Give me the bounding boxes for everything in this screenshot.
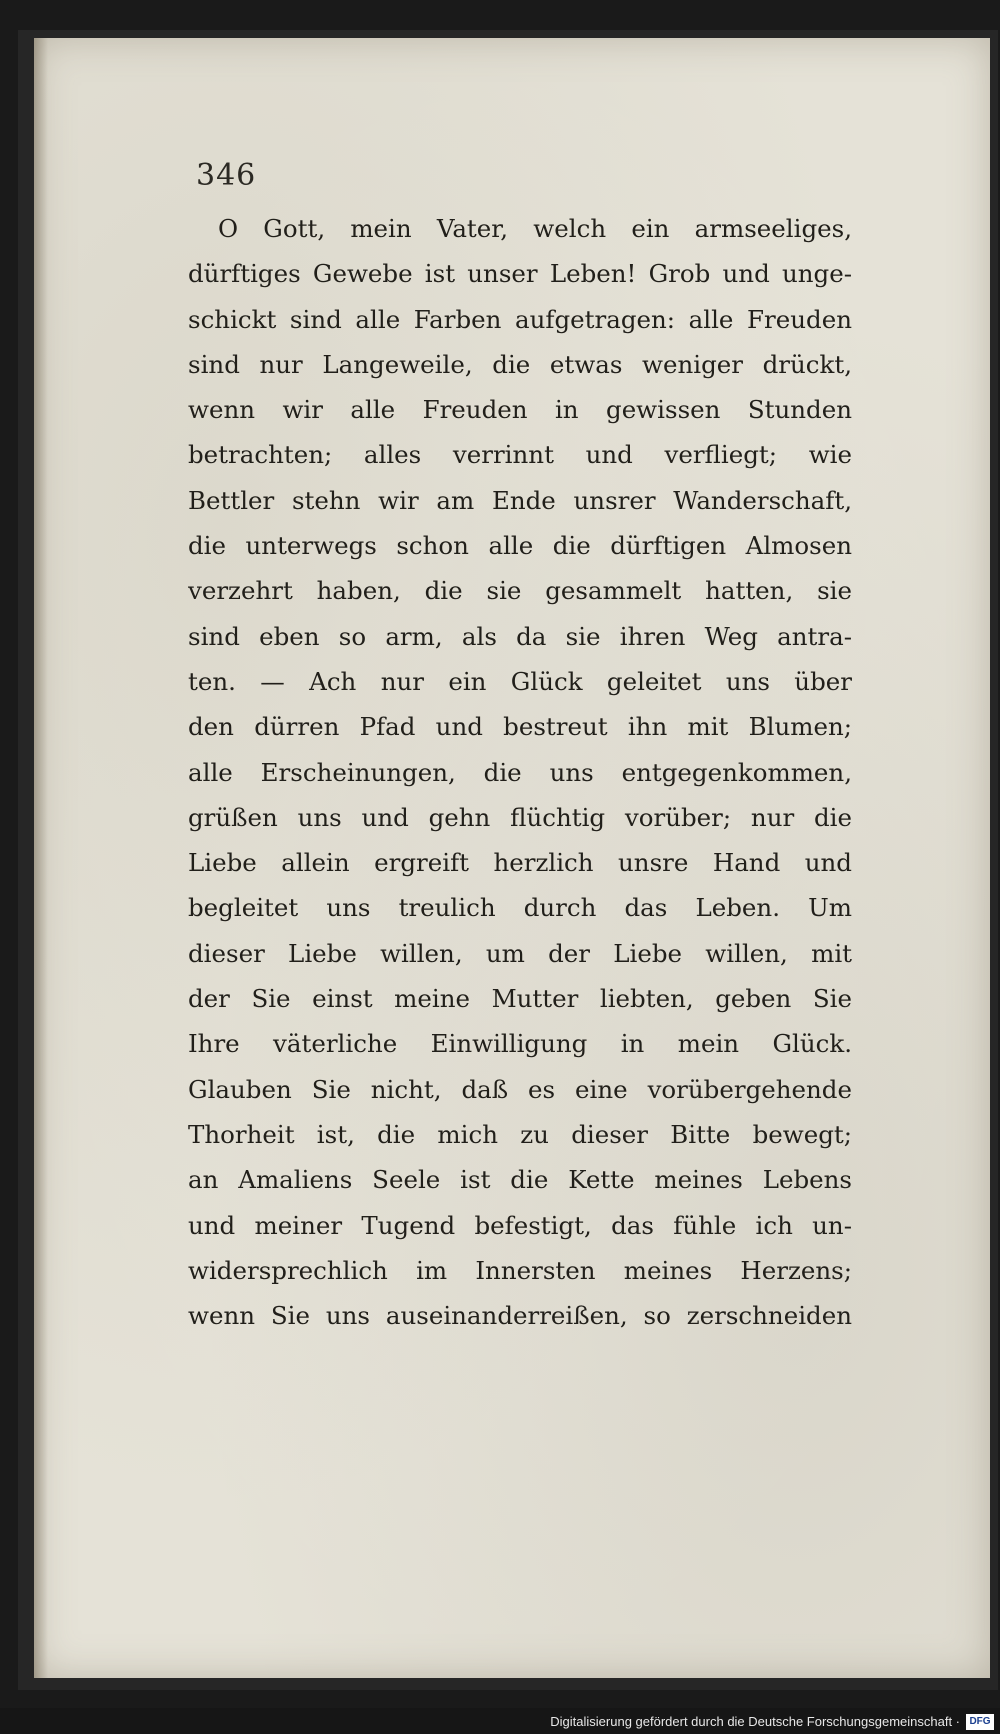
- text-line-3: schickt sind alle Farben aufgetragen: alle Freuden: [188, 304, 852, 334]
- page-number: 346: [196, 158, 257, 193]
- text-line-9: verzehrt haben, die sie gesammelt hatten, sie: [188, 576, 852, 606]
- text-line-22: an Amaliens Seele ist die Kette meines Lebens: [188, 1165, 852, 1195]
- text-line-25: wenn Sie uns auseinanderreißen, so zerschneiden: [188, 1301, 852, 1331]
- text-line-1: O Gott, mein Vater, welch ein armseeliges,: [218, 214, 852, 243]
- text-line-11: ten. — Ach nur ein Glück geleitet uns über: [188, 666, 852, 696]
- text-line-23: und meiner Tugend befestigt, das fühle ich un-: [188, 1210, 852, 1240]
- text-line-8: die unterwegs schon alle die dürftigen Almosen: [188, 531, 852, 561]
- text-line-16: begleitet uns treulich durch das Leben. Um: [188, 893, 852, 923]
- text-line-14: grüßen uns und gehn flüchtig vorüber; nur die: [188, 802, 852, 832]
- dfg-logo-icon: DFG: [966, 1714, 994, 1730]
- text-line-12: den dürren Pfad und bestreut ihn mit Blumen;: [188, 712, 852, 742]
- text-line-6: betrachten; alles verrinnt und verfliegt; wie: [188, 440, 852, 470]
- text-line-20: Glauben Sie nicht, daß es eine vorübergehende: [188, 1074, 852, 1104]
- text-line-17: dieser Liebe willen, um der Liebe willen, mit: [188, 938, 852, 968]
- page-edge: [34, 38, 48, 1678]
- text-line-7: Bettler stehn wir am Ende unsrer Wanderschaft,: [188, 485, 852, 515]
- text-line-21: Thorheit ist, die mich zu dieser Bitte bewegt;: [188, 1119, 852, 1149]
- text-line-5: wenn wir alle Freuden in gewissen Stunden: [188, 395, 852, 425]
- text-line-24: widersprechlich im Innersten meines Herzens;: [188, 1255, 852, 1285]
- text-line-4: sind nur Langeweile, die etwas weniger drückt,: [188, 349, 852, 379]
- text-line-2: dürftiges Gewebe ist unser Leben! Grob und unge-: [188, 259, 852, 289]
- text-line-15: Liebe allein ergreift herzlich unsre Hand und: [188, 848, 852, 878]
- text-line-19: Ihre väterliche Einwilligung in mein Glück.: [188, 1029, 852, 1059]
- body-text: [188, 206, 852, 1338]
- digitization-credit: Digitalisierung gefördert durch die Deutsche Forschungsgemeinschaft ·: [550, 1714, 960, 1729]
- text-line-10: sind eben so arm, als da sie ihren Weg antra-: [188, 621, 852, 651]
- footer-bar: [0, 1708, 1000, 1734]
- text-line-18: der Sie einst meine Mutter liebten, geben Sie: [188, 984, 852, 1014]
- text-line-13: alle Erscheinungen, die uns entgegenkommen,: [188, 757, 852, 787]
